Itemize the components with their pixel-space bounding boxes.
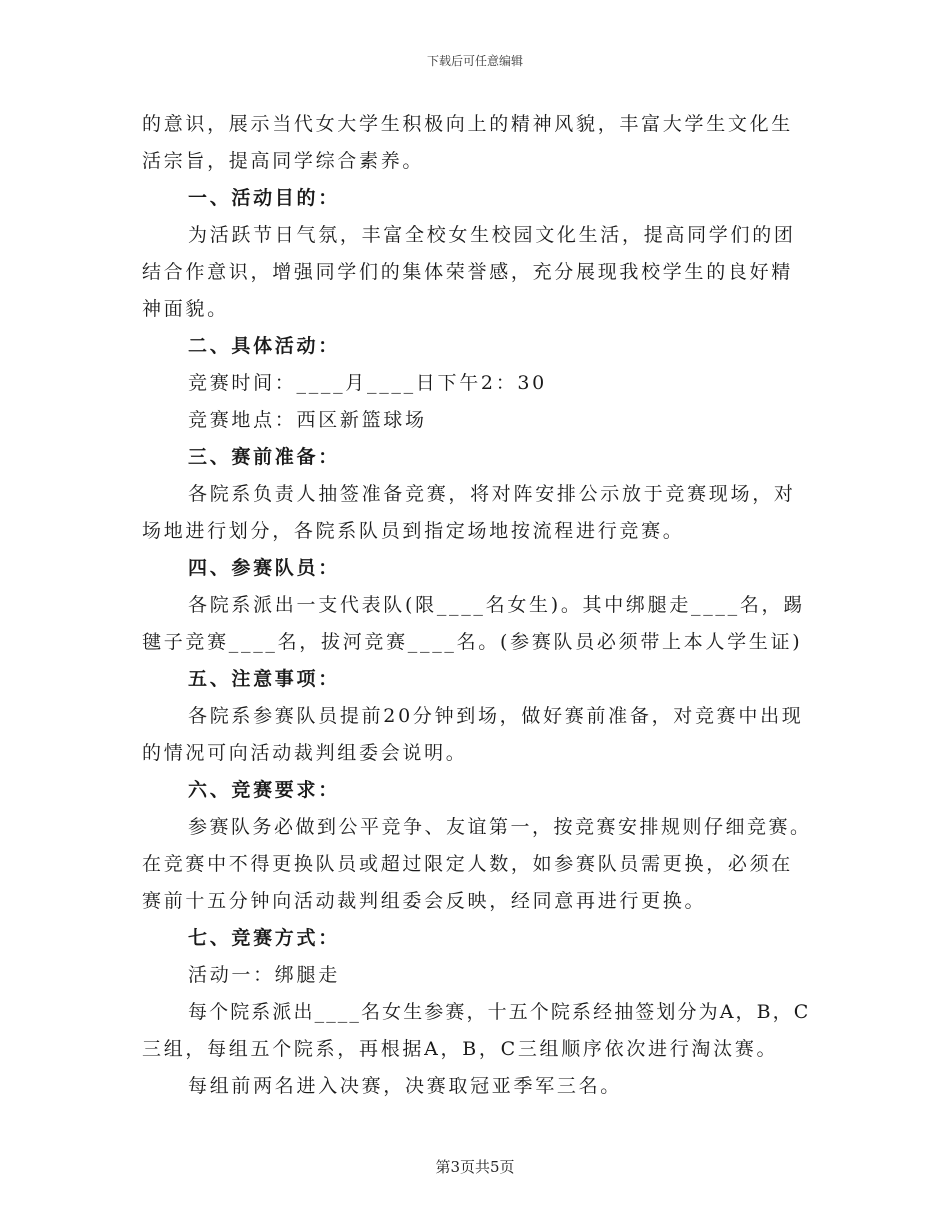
paragraph-line: 为活跃节日气氛，丰富全校女生校园文化生活，提高同学们的团 — [188, 224, 796, 246]
page-header: 下载后可任意编辑 — [426, 54, 523, 68]
section-heading: 七、竞赛方式： — [188, 927, 340, 949]
paragraph-line: 每个院系派出____名女生参赛，十五个院系经抽签划分为A，B，C — [188, 1001, 811, 1023]
paragraph-line: 各院系参赛队员提前20分钟到场，做好赛前准备，对竞赛中出现 — [188, 705, 804, 727]
section-heading: 一、活动目的： — [188, 187, 340, 209]
document-body — [142, 106, 812, 1105]
section-heading: 五、注意事项： — [188, 668, 340, 690]
paragraph-line: 各院系负责人抽签准备竞赛，将对阵安排公示放于竞赛现场，对 — [188, 483, 796, 505]
paragraph-line: 的意识，展示当代女大学生积极向上的精神风貌，丰富大学生文化生 — [142, 113, 794, 135]
paragraph-line: 各院系派出一支代表队(限____名女生)。其中绑腿走____名，踢 — [188, 594, 805, 616]
paragraph-line: 竞赛地点：西区新篮球场 — [188, 409, 427, 431]
paragraph-line: 活动一：绑腿走 — [188, 964, 340, 986]
section-heading: 二、具体活动： — [188, 335, 340, 357]
paragraph-line: 每组前两名进入决赛，决赛取冠亚季军三名。 — [188, 1075, 623, 1097]
paragraph-line: 参赛队务必做到公平竞争、友谊第一，按竞赛安排规则仔细竞赛。 — [188, 816, 812, 838]
section-heading: 四、参赛队员： — [188, 557, 340, 579]
paragraph-line: 三组，每组五个院系，再根据A，B，C三组顺序依次进行淘汰赛。 — [142, 1038, 779, 1060]
section-heading: 三、赛前准备： — [188, 446, 340, 468]
paragraph-line: 场地进行划分，各院系队员到指定场地按流程进行竞赛。 — [142, 520, 685, 542]
paragraph-line: 活宗旨，提高同学综合素养。 — [142, 150, 425, 172]
paragraph-line: 在竞赛中不得更换队员或超过限定人数，如参赛队员需更换，必须在 — [142, 853, 794, 875]
paragraph-line: 赛前十五分钟向活动裁判组委会反映，经同意再进行更换。 — [142, 890, 707, 912]
paragraph-line: 结合作意识，增强同学们的集体荣誉感，充分展现我校学生的良好精 — [142, 261, 794, 283]
paragraph-line: 竞赛时间：____月____日下午2：30 — [188, 372, 547, 394]
paragraph-line: 毽子竞赛____名，拔河竞赛____名。(参赛队员必须带上本人学生证) — [142, 631, 803, 653]
paragraph-line: 的情况可向活动裁判组委会说明。 — [142, 742, 468, 764]
section-heading: 六、竞赛要求： — [188, 779, 340, 801]
paragraph-line: 神面貌。 — [142, 298, 229, 320]
page-footer: 第3页共5页 — [435, 1158, 515, 1176]
